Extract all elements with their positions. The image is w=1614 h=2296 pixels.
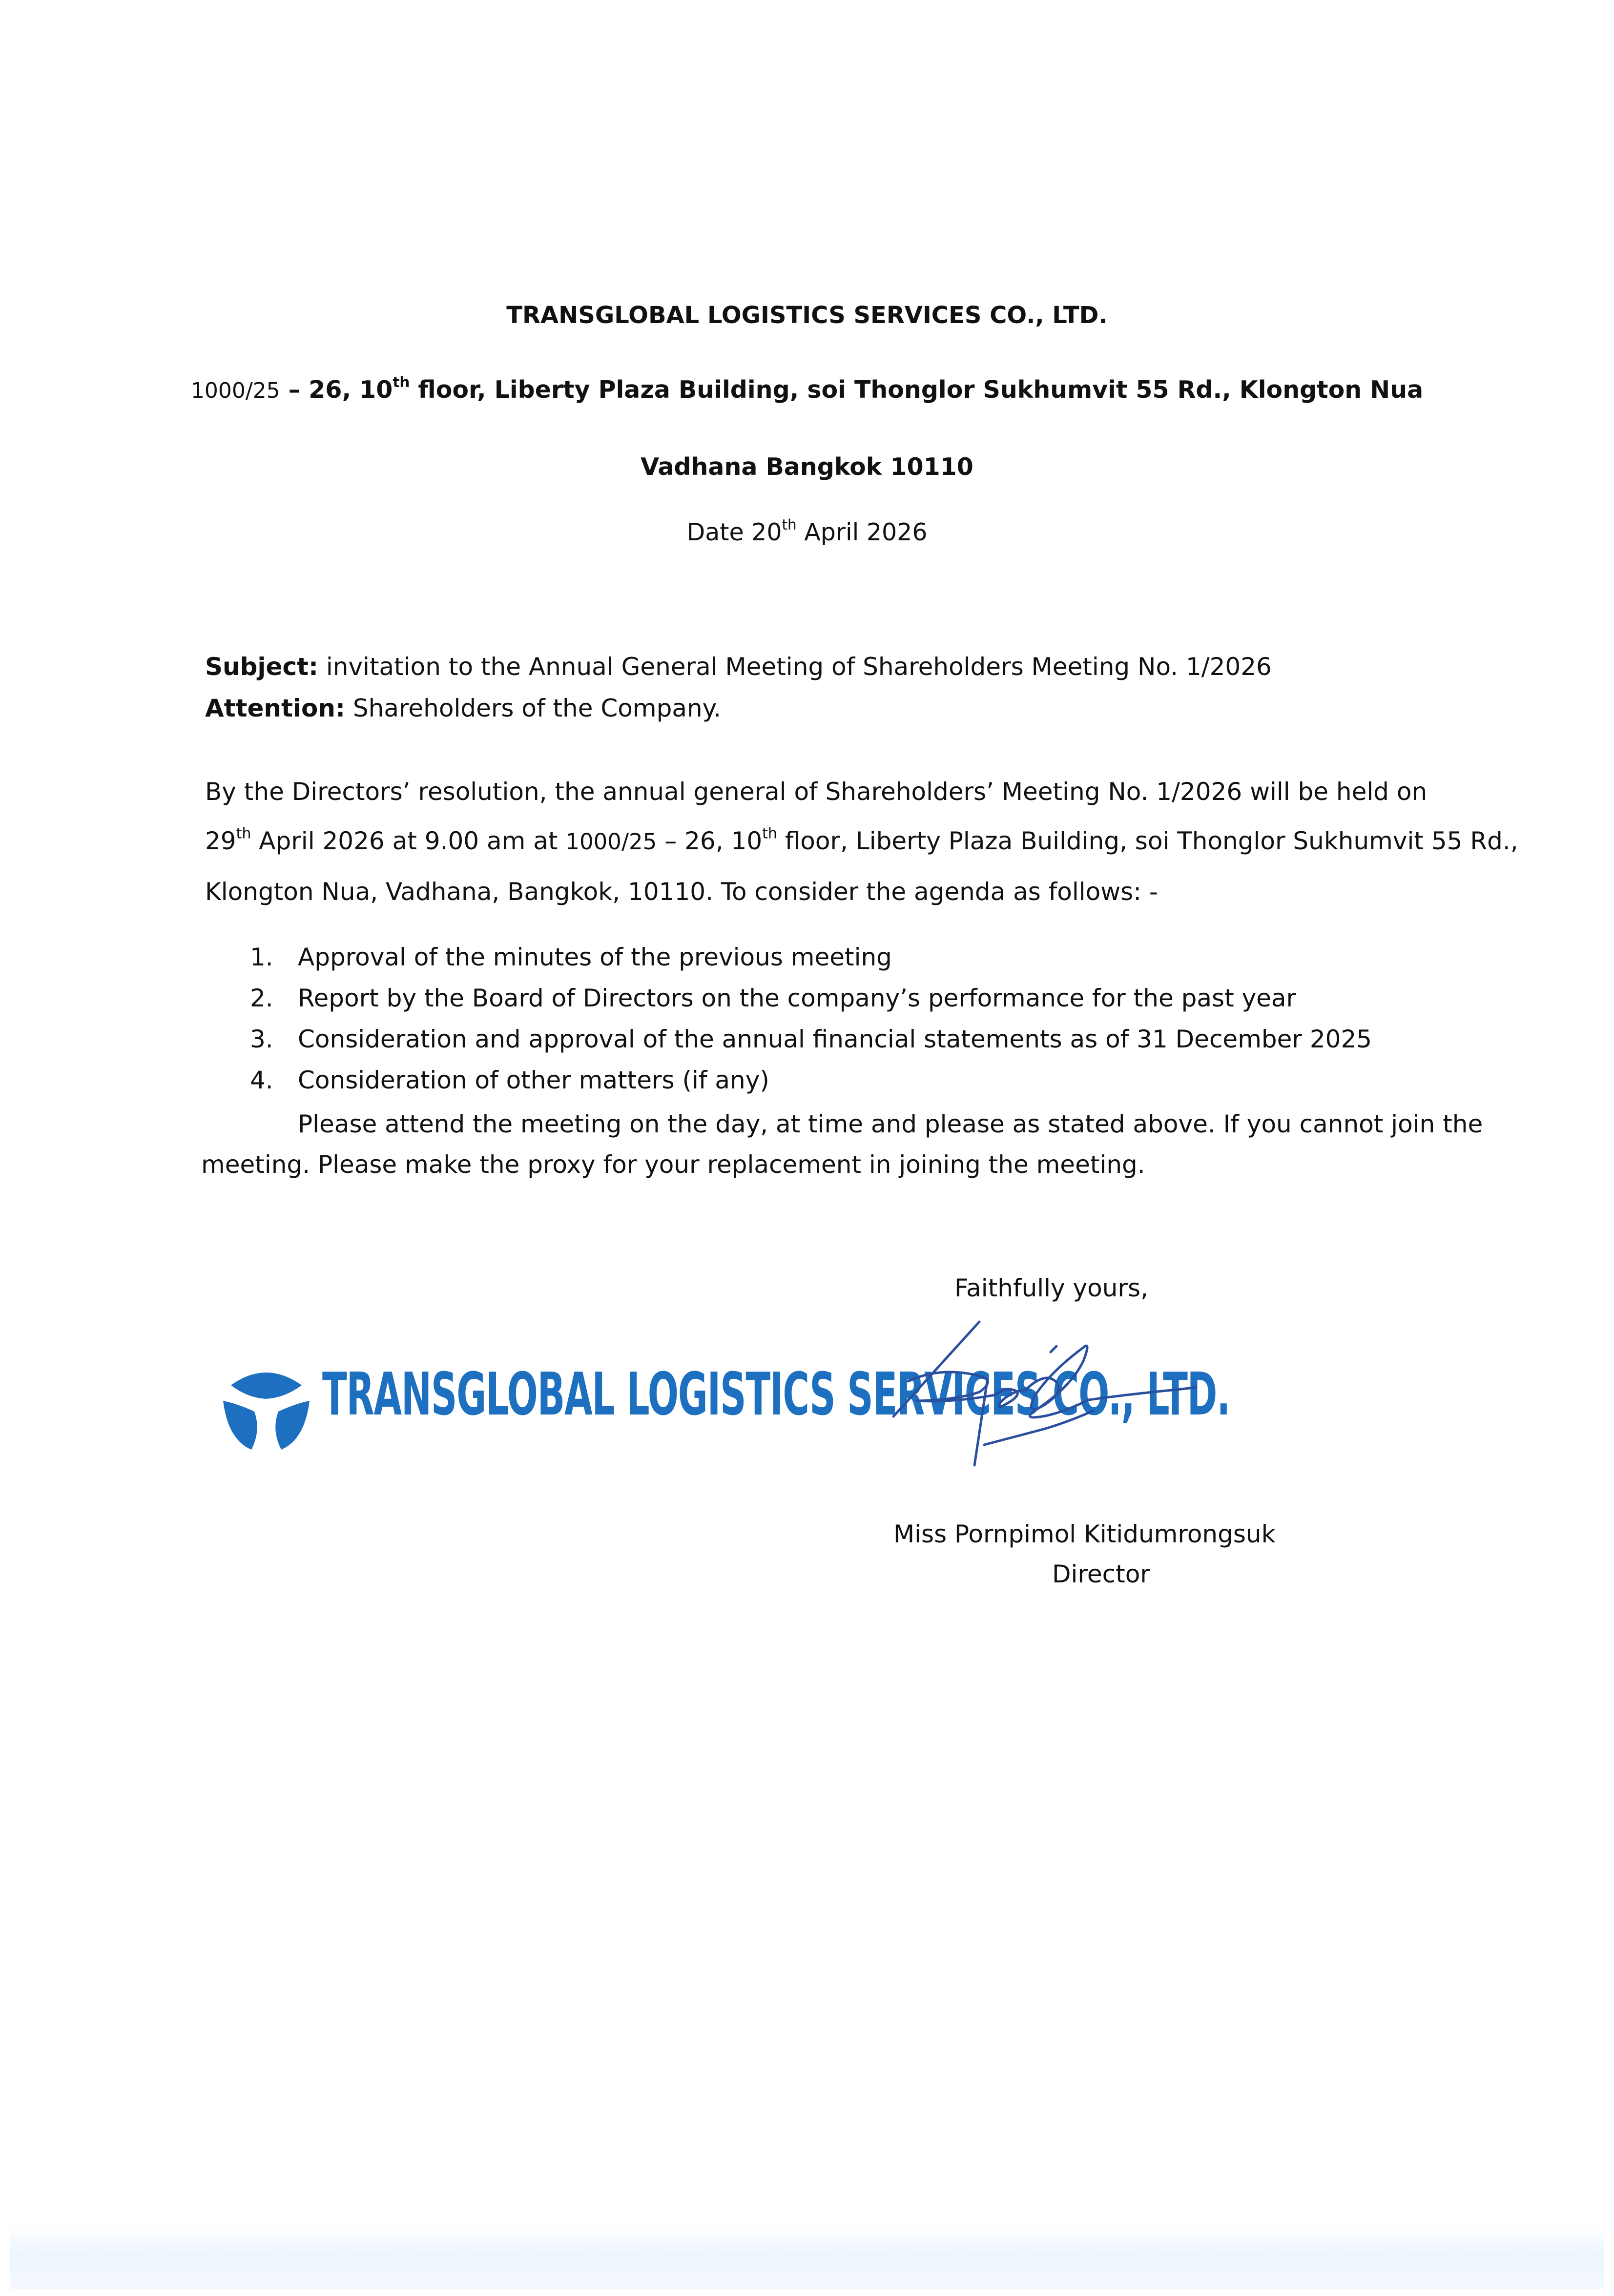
company-name-heading: TRANSGLOBAL LOGISTICS SERVICES CO., LTD. bbox=[506, 302, 1108, 329]
agenda-item-number: 2. bbox=[250, 984, 273, 1012]
body-line-3: Klongton Nua, Vadhana, Bangkok, 10110. To consider the agenda as follows: - bbox=[205, 878, 1158, 906]
company-logo-icon bbox=[216, 1357, 316, 1457]
attention-label: Attention: bbox=[205, 694, 345, 722]
address-ordinal: th bbox=[393, 373, 410, 390]
agenda-item-text: Approval of the minutes of the previous meeting bbox=[298, 943, 892, 971]
closing-line-2: meeting. Please make the proxy for your replacement in joining the meeting. bbox=[201, 1150, 1145, 1179]
agenda-item-text: Report by the Board of Directors on the company’s performance for the past year bbox=[298, 984, 1297, 1012]
letter-date bbox=[0, 518, 1614, 546]
body-line-2 bbox=[205, 827, 1518, 855]
address-line-2: Vadhana Bangkok 10110 bbox=[641, 453, 973, 481]
attention-line bbox=[205, 694, 721, 722]
agenda-item-text: Consideration of other matters (if any) bbox=[298, 1066, 769, 1094]
scan-edge-artifact bbox=[10, 2226, 1604, 2289]
body-line-2-b: – 26, 10 bbox=[657, 827, 763, 855]
address-part-a: – 26, 10 bbox=[280, 376, 393, 404]
closing-line-1: Please attend the meeting on the day, at time and please as stated above. If you cannot join the bbox=[298, 1110, 1483, 1138]
body-line-1: By the Directors’ resolution, the annual general of Shareholders’ Meeting No. 1/2026 will be held on bbox=[205, 778, 1428, 806]
subject-text: invitation to the Annual General Meeting of Shareholders Meeting No. 1/2026 bbox=[318, 653, 1272, 681]
signer-title: Director bbox=[1052, 1560, 1150, 1588]
subject-line bbox=[205, 653, 1272, 681]
agenda-item-text: Consideration and approval of the annual financial statements as of 31 December 2025 bbox=[298, 1025, 1372, 1053]
body-address-number: 1000/25 bbox=[565, 829, 657, 855]
meeting-day: 29 bbox=[205, 827, 236, 855]
address-number: 1000/25 bbox=[190, 378, 280, 403]
company-stamp-wordmark: TRANSGLOBAL LOGISTICS SERVICES CO., LTD. bbox=[322, 1361, 1230, 1429]
address-part-b: floor, Liberty Plaza Building, soi Thonglor Sukhumvit 55 Rd., Klongton Nua bbox=[410, 376, 1424, 404]
body-line-2-c: floor, Liberty Plaza Building, soi Thonglor Sukhumvit 55 Rd., bbox=[777, 827, 1518, 855]
agenda-item-number: 4. bbox=[250, 1066, 273, 1094]
agenda-item-number: 1. bbox=[250, 943, 273, 971]
address-line-1 bbox=[0, 373, 1614, 404]
subject-label: Subject: bbox=[205, 653, 318, 681]
date-prefix: Date 20 bbox=[686, 518, 782, 546]
meeting-day-ordinal: th bbox=[236, 825, 251, 842]
signer-name: Miss Pornpimol Kitidumrongsuk bbox=[893, 1520, 1276, 1548]
body-line-2-a: April 2026 at 9.00 am at bbox=[251, 827, 566, 855]
salutation: Faithfully yours, bbox=[954, 1274, 1148, 1302]
attention-text: Shareholders of the Company. bbox=[345, 694, 722, 722]
date-ordinal: th bbox=[782, 516, 797, 533]
agenda-item-number: 3. bbox=[250, 1025, 273, 1053]
date-suffix: April 2026 bbox=[796, 518, 928, 546]
body-floor-ordinal: th bbox=[762, 825, 777, 842]
signature-icon bbox=[879, 1313, 1211, 1479]
